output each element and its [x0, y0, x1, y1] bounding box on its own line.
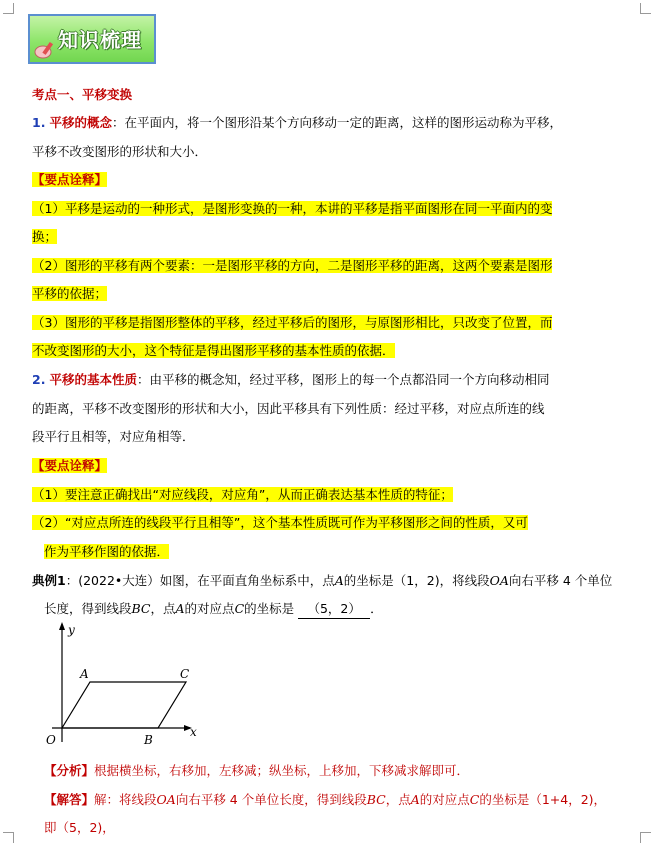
note2-line	[44, 543, 169, 561]
corner-mark	[640, 3, 651, 14]
point-a-label: A	[80, 667, 89, 681]
note-text: 作为平移作图的依据．	[44, 544, 170, 559]
example-label: 典例1	[32, 573, 66, 588]
note1-line	[32, 257, 552, 275]
coordinate-figure	[40, 620, 210, 750]
example-text: ：(2022•大连）如图，在平面直角坐标系中，点	[65, 573, 335, 588]
solution-text: 解：将线段	[94, 792, 157, 807]
concept-number: 1.	[32, 115, 46, 130]
pen-icon	[34, 40, 56, 60]
property-line-3: 段平行且相等，对应角相等．	[32, 429, 195, 444]
point-label: C	[469, 792, 480, 807]
solution-line-1	[44, 791, 606, 809]
note1-heading	[32, 171, 107, 189]
point-label: C	[234, 601, 245, 616]
banner-title: 知识梳理	[58, 28, 142, 52]
note-text: （3）图形的平移是指图形整体的平移，经过平移后的图形，与原图形相比，只改变了位置，而	[32, 315, 553, 330]
corner-mark	[3, 3, 14, 14]
solution-text: 向右平移 4 个单位长度，得到线段	[175, 792, 367, 807]
point-c-label: C	[180, 667, 190, 681]
segment-label: BC	[131, 601, 151, 616]
note-heading: 【要点诠释】	[32, 458, 108, 473]
note1-line	[32, 342, 395, 360]
example-text: ．	[370, 601, 383, 616]
property-number: 2.	[32, 372, 46, 387]
concept-line-2: 平移不改变图形的形状和大小．	[32, 144, 208, 159]
solution-line-2: 即（5，2)，	[44, 820, 115, 835]
note-text: （1）要注意正确找出“对应线段，对应角”，从而正确表达基本性质的特征；	[32, 487, 453, 502]
example-text: 的坐标是	[244, 601, 295, 616]
analysis-tag: 【分析】	[44, 763, 95, 778]
y-axis-label: y	[68, 623, 75, 637]
point-b-label: B	[144, 733, 153, 747]
analysis-line	[44, 762, 469, 780]
note2-line	[32, 486, 453, 504]
note-text: 平移的依据；	[32, 286, 108, 301]
note1-line	[32, 314, 552, 332]
example-text: ，点	[150, 601, 176, 616]
answer-blank: （5，2）	[298, 600, 370, 619]
example-text: 向右平移 4 个单位	[508, 573, 613, 588]
x-axis-label: x	[190, 725, 197, 739]
solution-tag: 【解答】	[44, 792, 95, 807]
segment-label: BC	[366, 792, 386, 807]
solution-text: 的坐标是（1+4，2)，	[479, 792, 607, 807]
point-label: A	[175, 601, 185, 616]
note1-line	[32, 285, 107, 303]
corner-mark	[640, 832, 651, 843]
solution-text: 的对应点	[419, 792, 470, 807]
note2-line	[32, 514, 528, 532]
note-text: 不改变图形的大小，这个特征是得出图形平移的基本性质的依据．	[32, 343, 395, 358]
corner-mark	[3, 832, 14, 843]
topic-heading: 考点一、平移变换	[32, 87, 133, 102]
parallelogram-oacb	[62, 682, 186, 728]
concept-line-1	[32, 114, 562, 132]
property-line-2: 的距离，平移不改变图形的形状和大小，因此平移具有下列性质：经过平移，对应点所连的线	[32, 401, 545, 416]
example-line-1	[32, 572, 612, 590]
note-text: 换；	[32, 229, 58, 244]
analysis-text: 根据横坐标，右移加，左移减；纵坐标，上移加，下移减求解即可．	[94, 763, 470, 778]
note1-line	[32, 228, 57, 246]
example-text: 的对应点	[184, 601, 235, 616]
property-line-1	[32, 371, 549, 389]
example-text: 的坐标是（1，2)，将线段	[343, 573, 490, 588]
example-line-2	[44, 600, 383, 619]
y-axis-arrow	[59, 622, 65, 630]
example-text: 长度，得到线段	[44, 601, 132, 616]
point-o-label: O	[46, 733, 56, 747]
note-text: （1）平移是运动的一种形式，是图形变换的一种，本讲的平移是指平面图形在同一平面内的变	[32, 201, 553, 216]
property-title: 平移的基本性质	[49, 372, 137, 387]
point-label: A	[410, 792, 420, 807]
property-text: ：由平移的概念知，经过平移，图形上的每一个点都沿同一个方向移动相同	[136, 372, 550, 387]
note-text: （2）“对应点所连的线段平行且相等”，这个基本性质既可作为平移图形之间的性质，又可	[32, 515, 528, 530]
solution-text: ，点	[385, 792, 411, 807]
segment-label: OA	[489, 573, 509, 588]
note-text: （2）图形的平移有两个要素：一是图形平移的方向，二是图形平移的距离，这两个要素是图形	[32, 258, 553, 273]
note1-line	[32, 200, 552, 218]
section-banner	[28, 14, 156, 64]
point-label: A	[334, 573, 344, 588]
note-heading: 【要点诠释】	[32, 172, 108, 187]
note2-heading	[32, 457, 107, 475]
concept-text: ：在平面内，将一个图形沿某个方向移动一定的距离，这样的图形运动称为平移，	[111, 115, 562, 130]
segment-label: OA	[156, 792, 176, 807]
concept-title: 平移的概念	[49, 115, 112, 130]
